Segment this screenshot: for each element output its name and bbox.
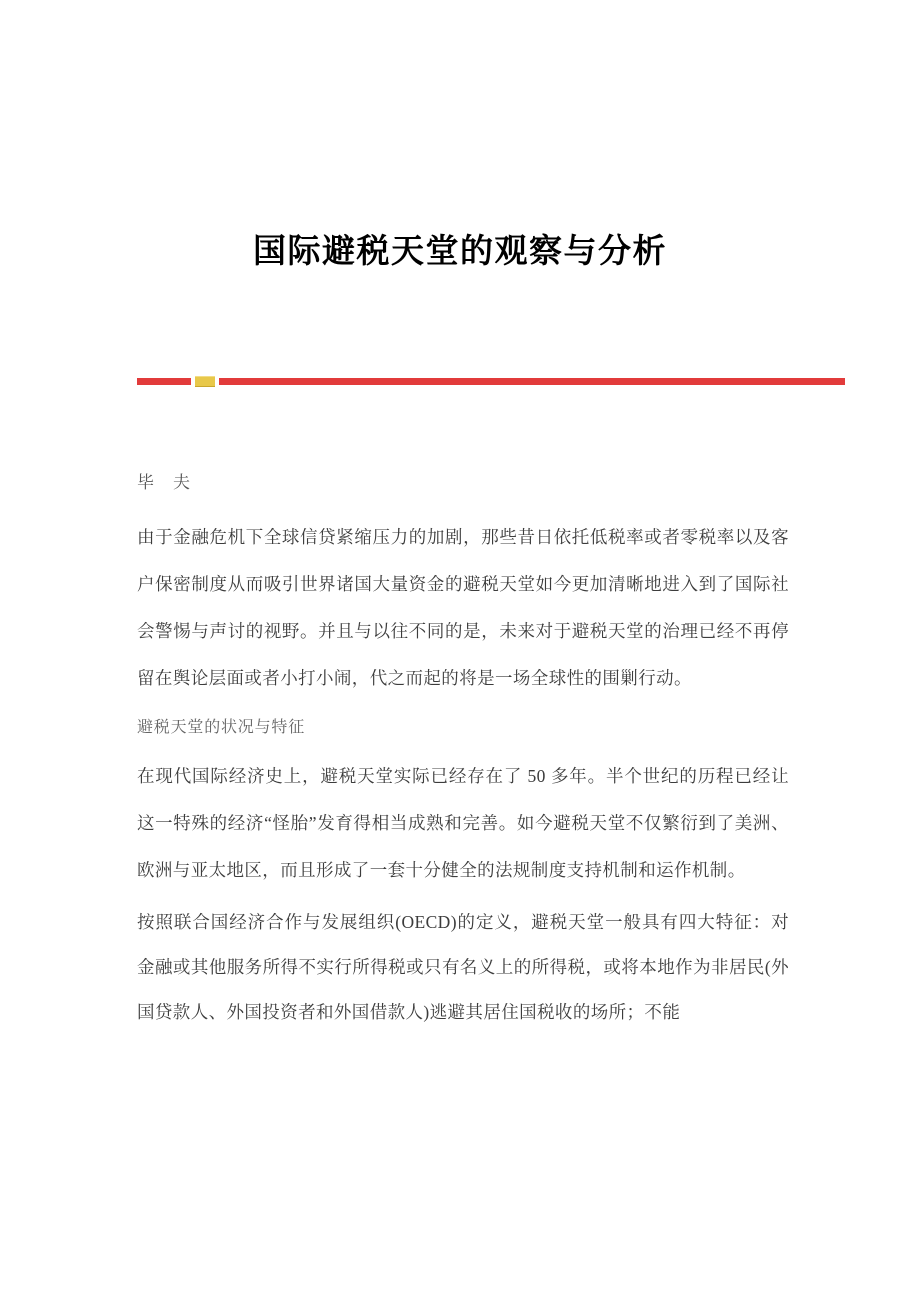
document-body: [137, 466, 789, 1037]
body-paragraph-2: 在现代国际经济史上，避税天堂实际已经存在了 50 多年。半个世纪的历程已经让这一特殊的经济“怪胎”发育得相当成熟和完善。如今避税天堂不仅繁衍到了美洲、欧洲与亚太地区，而且形成了一套十分健全的法规制度支持机制和运作机制。: [137, 766, 789, 880]
body-paragraph-1: 由于金融危机下全球信贷紧缩压力的加剧，那些昔日依托低税率或者零税率以及客户保密制度从而吸引世界诸国大量资金的避税天堂如今更加清晰地进入到了国际社会警惕与声讨的视野。并且与以往不同的是，未来对于避税天堂的治理已经不再停留在舆论层面或者小打小闹，代之而起的将是一场全球性的围剿行动。: [137, 527, 789, 688]
page-title: 国际避税天堂的观察与分析: [253, 234, 667, 271]
body-paragraph-3: 按照联合国经济合作与发展组织(OECD)的定义，避税天堂一般具有四大特征：对金融或其他服务所得不实行所得税或只有名义上的所得税，或将本地作为非居民(外国贷款人、外国投资者和外国借款人)逃避其居住国税收的场所；不能: [137, 912, 789, 1022]
divider-rule: [137, 378, 845, 385]
section-heading-1: 避税天堂的状况与特征: [137, 719, 306, 736]
decorative-divider: [137, 375, 845, 389]
author-byline: 毕 夫: [137, 473, 191, 492]
divider-ornament-icon: [195, 376, 215, 387]
